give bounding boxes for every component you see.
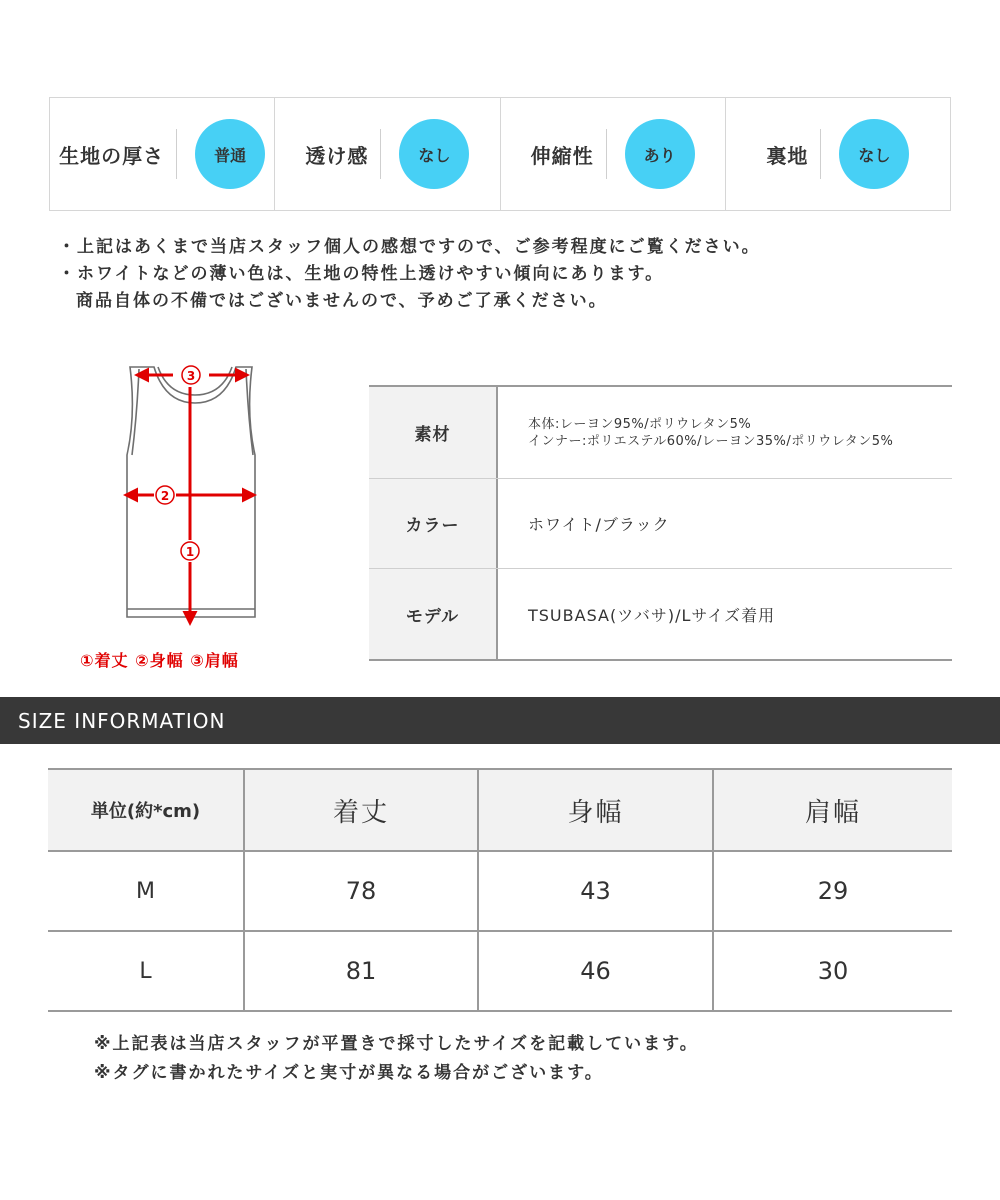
table-row <box>48 851 952 931</box>
footnote-line: ※上記表は当店スタッフが平置きで採寸したサイズを記載しています。 <box>94 1034 699 1054</box>
attr-sheerness <box>274 98 499 210</box>
material-line: インナー:ポリエステル60%/レーヨン35%/ポリウレタン5% <box>528 433 894 449</box>
divider <box>176 129 177 179</box>
footnotes <box>94 1030 699 1088</box>
value-cell: 30 <box>713 931 952 1011</box>
spec-row-material <box>369 387 952 478</box>
value-cell: 46 <box>478 931 713 1011</box>
spec-table <box>369 385 952 661</box>
spec-value: ホワイト/ブラック <box>528 515 670 534</box>
table-row <box>48 931 952 1011</box>
spec-row-model <box>369 568 952 659</box>
attr-badge: なし <box>399 119 469 189</box>
note-line: 商品自体の不備ではございませんので、予めご了承ください。 <box>76 291 608 311</box>
material-line: 本体:レーヨン95%/ポリウレタン5% <box>528 416 752 432</box>
footnote-line: ※タグに書かれたサイズと実寸が異なる場合がございます。 <box>94 1063 604 1083</box>
attr-badge: あり <box>625 119 695 189</box>
attr-lining <box>725 98 950 210</box>
spec-label: 素材 <box>369 387 498 478</box>
spec-value <box>498 387 952 478</box>
value-cell: 81 <box>244 931 478 1011</box>
svg-text:3: 3 <box>186 369 196 383</box>
size-table <box>48 768 952 1012</box>
marker-2 <box>156 486 174 504</box>
attr-badge: 普通 <box>195 119 265 189</box>
diagram-legend: ①着丈 ②身幅 ③肩幅 <box>80 651 239 670</box>
divider <box>820 129 821 179</box>
tank-top-diagram <box>110 355 280 635</box>
spec-label: カラー <box>369 479 498 568</box>
note-line: ・ホワイトなどの薄い色は、生地の特性上透けやすい傾向にあります。 <box>58 264 665 284</box>
header-cell: 身幅 <box>478 769 713 851</box>
attr-thickness <box>50 98 274 210</box>
note-line: ・上記はあくまで当店スタッフ個人の感想ですので、ご参考程度にご覧ください。 <box>58 237 761 257</box>
section-title: SIZE INFORMATION <box>18 708 226 733</box>
size-cell: M <box>48 851 244 931</box>
attr-label: 生地の厚さ <box>59 143 165 168</box>
spec-row-color <box>369 478 952 568</box>
size-table-header <box>48 769 952 851</box>
fabric-attributes-bar <box>49 97 951 211</box>
spec-label: モデル <box>369 569 498 659</box>
size-info-header <box>0 697 1000 744</box>
divider <box>606 129 607 179</box>
spec-value: TSUBASA(ツバサ)/Lサイズ着用 <box>528 605 776 625</box>
attr-label: 裏地 <box>766 143 809 168</box>
notes <box>58 234 761 315</box>
marker-1 <box>181 542 199 560</box>
svg-text:1: 1 <box>185 545 195 559</box>
marker-3 <box>182 366 200 384</box>
attr-label: 伸縮性 <box>530 143 594 168</box>
size-cell: L <box>48 931 244 1011</box>
divider <box>380 129 381 179</box>
attr-badge: なし <box>839 119 909 189</box>
value-cell: 78 <box>244 851 478 931</box>
header-cell: 肩幅 <box>713 769 952 851</box>
attr-label: 透け感 <box>305 143 369 168</box>
header-cell: 着丈 <box>244 769 478 851</box>
header-cell: 単位(約*cm) <box>48 769 244 851</box>
attr-stretch <box>500 98 725 210</box>
value-cell: 43 <box>478 851 713 931</box>
value-cell: 29 <box>713 851 952 931</box>
svg-text:2: 2 <box>160 489 170 503</box>
